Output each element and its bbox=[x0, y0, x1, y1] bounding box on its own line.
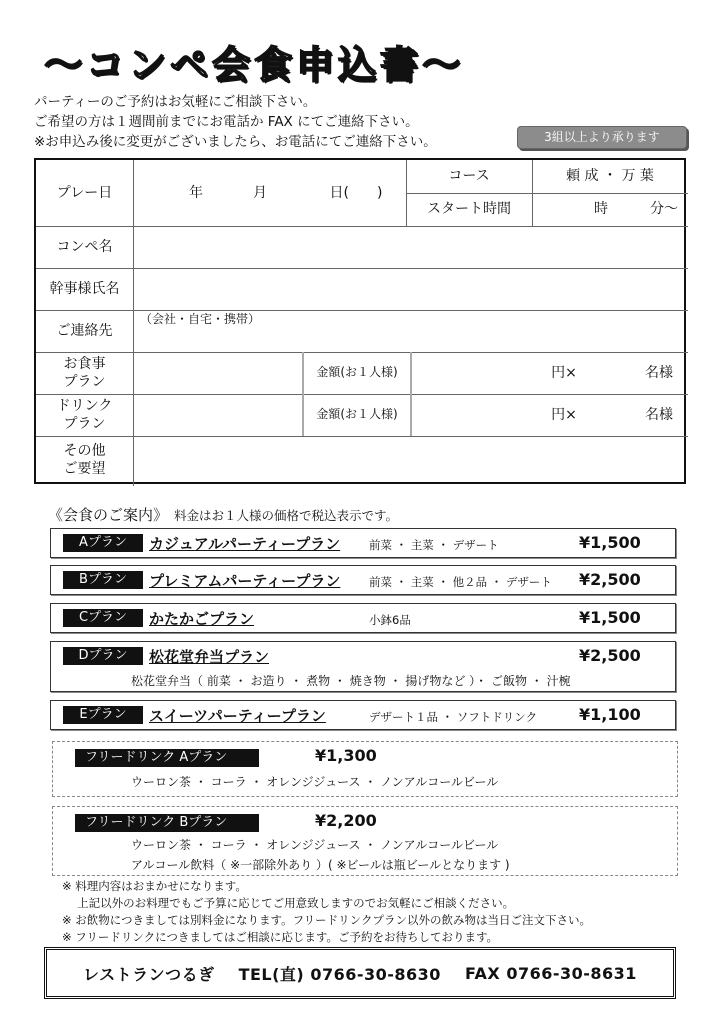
drink-items: ウーロン茶 ・ コーラ ・ オレンジジュース ・ ノンアルコールビール bbox=[131, 838, 499, 852]
plan-tag: Eプラン bbox=[63, 706, 143, 724]
drink-yen-x: 円× bbox=[551, 406, 577, 423]
start-hour: 時 bbox=[594, 201, 608, 218]
plan-price: ¥2,500 bbox=[579, 646, 641, 665]
date-year: 年 bbox=[189, 184, 203, 201]
plan-tag: Cプラン bbox=[63, 609, 143, 627]
plan-desc: デザート１品 ・ ソフトドリンク bbox=[369, 710, 538, 724]
food-price-label: 金額(お１人様) bbox=[316, 365, 398, 380]
plan-name: スイーツパーティープラン bbox=[149, 707, 326, 725]
plan-desc: 前菜 ・ 主菜 ・ 他２品 ・ デザート bbox=[369, 575, 552, 589]
guide-heading bbox=[48, 504, 398, 525]
intro-line: ※お申込み後に変更がございましたら、お電話にてご連絡下さい。 bbox=[34, 134, 437, 150]
note-line: ※ フリードリンクにつきましてはご相談に応じます。ご予約をお待ちしております。 bbox=[62, 930, 499, 944]
free-drink-box bbox=[52, 741, 678, 797]
application-form bbox=[34, 158, 686, 484]
start-time-label: スタート時間 bbox=[427, 201, 511, 218]
free-drink-box bbox=[52, 806, 678, 876]
plan-price: ¥1,500 bbox=[579, 608, 641, 627]
plan-price: ¥1,100 bbox=[579, 705, 641, 724]
plan-name: かたかごプラン bbox=[149, 610, 255, 628]
food-persons: 名様 bbox=[645, 364, 673, 381]
plan-name: プレミアムパーティープラン bbox=[149, 572, 341, 590]
food-yen-x: 円× bbox=[551, 364, 577, 381]
contact-hint: （会社・自宅・携帯） bbox=[140, 312, 261, 326]
contact-footer bbox=[44, 947, 676, 999]
drink-price: ¥2,200 bbox=[315, 811, 377, 830]
note-line: 上記以外のお料理でもご予算に応じてご用意致しますのでお気軽にご相談ください。 bbox=[62, 896, 515, 910]
plan-desc: 前菜 ・ 主菜 ・ デザート bbox=[369, 538, 499, 552]
date-day: 日( ) bbox=[329, 184, 383, 201]
drink-tag: フリードリンク Bプラン bbox=[75, 814, 259, 832]
organizer-name-label: 幹事様氏名 bbox=[49, 280, 120, 297]
drink-price: ¥1,300 bbox=[315, 746, 377, 765]
notes bbox=[62, 878, 591, 946]
plan-box bbox=[50, 700, 676, 730]
plan-desc: 小鉢6品 bbox=[369, 613, 411, 627]
plan-box bbox=[50, 528, 676, 558]
course-label: コース bbox=[448, 168, 490, 185]
plan-box bbox=[50, 641, 676, 692]
plan-tag: Bプラン bbox=[63, 571, 143, 589]
plan-box bbox=[50, 565, 676, 595]
fax-number: FAX 0766-30-8631 bbox=[464, 963, 637, 983]
note-line: ※ 料理内容はおまかせになります。 bbox=[62, 879, 247, 893]
drink-items: ウーロン茶 ・ コーラ ・ オレンジジュース ・ ノンアルコールビール bbox=[131, 775, 499, 789]
minimum-groups-badge: 3組以上より承ります bbox=[517, 126, 687, 149]
intro-line: ご希望の方は１週間前までにお電話か FAX にてご連絡下さい。 bbox=[34, 114, 419, 130]
restaurant-name: レストランつるぎ bbox=[83, 964, 215, 984]
note-line: ※ お飲物につきましては別料金になります。フリードリンクプラン以外の飲み物は当日ご注文下さい。 bbox=[62, 913, 591, 927]
plan-price: ¥2,500 bbox=[579, 570, 641, 589]
guide-note: 料金はお１人様の価格で税込表示です。 bbox=[174, 508, 399, 523]
plan-price: ¥1,500 bbox=[579, 533, 641, 552]
date-month: 月 bbox=[253, 184, 267, 201]
play-date-label: プレー日 bbox=[56, 184, 113, 201]
drink-tag: フリードリンク Aプラン bbox=[75, 749, 259, 767]
course-value: 頼 成 ・ 万 葉 bbox=[566, 168, 654, 185]
plan-tag: Dプラン bbox=[63, 647, 143, 665]
phone-number: TEL(直) 0766-30-8630 bbox=[238, 964, 441, 984]
drink-persons: 名様 bbox=[645, 406, 673, 423]
plan-sub-desc: 松花堂弁当（ 前菜 ・ お造り ・ 煮物 ・ 焼き物 ・ 揚げ物など ）・ ご飯物 ・ 汁椀 bbox=[131, 674, 571, 688]
start-minute: 分〜 bbox=[650, 201, 678, 218]
drink-items: アルコール飲料（ ※一部除外あり ）( ※ビールは瓶ビールとなります ) bbox=[131, 858, 510, 872]
intro-line: パーティーのご予約はお気軽にご相談下さい。 bbox=[34, 94, 317, 110]
drink-price-label: 金額(お１人様) bbox=[316, 407, 398, 422]
drink-plan-label: ドリンク プラン bbox=[56, 397, 113, 432]
plan-box bbox=[50, 603, 676, 633]
guide-title: 《会食のご案内》 bbox=[48, 506, 169, 524]
page-title: ～コンペ会食申込書～ bbox=[44, 43, 465, 87]
compe-name-label: コンペ名 bbox=[56, 238, 113, 255]
food-plan-label: お食事 プラン bbox=[63, 355, 106, 390]
plan-name: カジュアルパーティープラン bbox=[149, 535, 341, 553]
other-requests-label: その他 ご要望 bbox=[63, 442, 106, 477]
contact-label: ご連絡先 bbox=[56, 322, 113, 339]
plan-tag: Aプラン bbox=[63, 534, 143, 552]
plan-name: 松花堂弁当プラン bbox=[149, 648, 270, 666]
